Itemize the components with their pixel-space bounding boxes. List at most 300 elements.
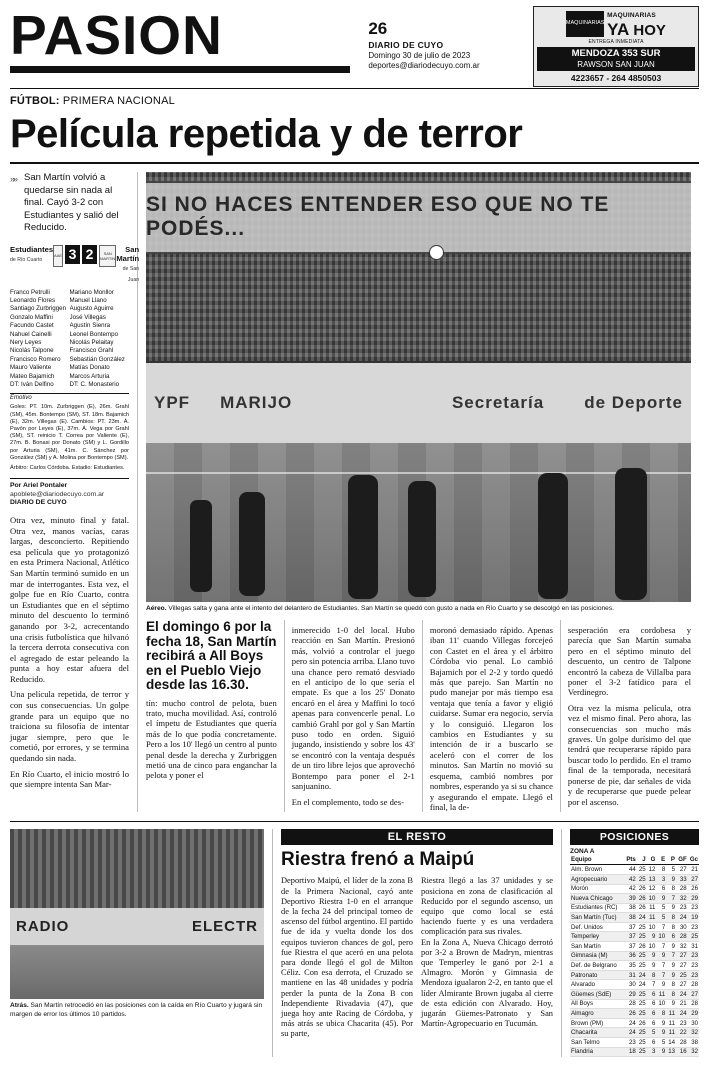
paragraph: Otra vez la misma película, otra vez el mismo final. Pero ahora, las consecuencias son mucho más graves. Un golpe durísimo del que tendrá que recuperarse rápido para buscar todo lo perdido. En el tramo final de la temporada, necesitará ponerse de pie, dar señales de vida y de recuperarse que puede pelear por el ascenso.: [567, 702, 691, 807]
col-gf: GF: [676, 855, 688, 865]
table-row: [570, 942, 699, 952]
cell: 5: [656, 913, 666, 923]
table-header-row: [570, 855, 699, 865]
list-item: Mauro Valiente: [10, 364, 52, 372]
list-item: Augusto Aguirre: [69, 305, 114, 313]
cell: 30: [688, 1018, 699, 1028]
cell: 12: [647, 865, 657, 875]
article-headline: Película repetida y de terror: [10, 112, 523, 156]
cell: 24: [637, 980, 647, 990]
cell: 26: [624, 1009, 637, 1019]
cell: 13: [647, 874, 657, 884]
table-row: [570, 951, 699, 961]
table-row: [570, 874, 699, 884]
table-row: [570, 903, 699, 913]
cell: 16: [676, 1047, 688, 1057]
list-item: Santiago Zurbriggen: [10, 305, 67, 313]
cell: 38: [624, 913, 637, 923]
cell-team: Morón: [570, 884, 624, 894]
photo-pitch: [146, 443, 691, 602]
byline-email[interactable]: apoblete@diariodecuyo.com.ar: [10, 490, 105, 498]
cell: 9: [656, 1028, 666, 1038]
cell: 28: [676, 884, 688, 894]
cell: 28: [676, 1038, 688, 1048]
photo-stadium-banner: SI NO HACES ENTENDER ESO QUE NO TE PODÉS...: [146, 181, 691, 254]
section-email: deportes@diariodecuyo.com.ar: [368, 61, 480, 70]
main-photo: [146, 172, 691, 602]
logo-underline: [10, 66, 350, 73]
cell: 24: [676, 990, 688, 1000]
cell: 21: [688, 865, 699, 875]
cell: 30: [676, 922, 688, 932]
cell: 22: [676, 1028, 688, 1038]
list-item: DT: C. Monasterio: [69, 380, 120, 388]
list-item: Mateo Bajamich: [10, 372, 55, 380]
cell: 29: [624, 990, 637, 1000]
list-item: Sebastián González: [69, 355, 125, 363]
cell: 9: [666, 961, 676, 971]
cell: 25: [637, 922, 647, 932]
cell: 38: [624, 903, 637, 913]
body-col-3: [284, 620, 415, 812]
cell: 10: [647, 894, 657, 904]
cell: 6: [647, 990, 657, 1000]
table-row: [570, 884, 699, 894]
cell: 5: [656, 1038, 666, 1048]
cell: 21: [676, 999, 688, 1009]
cell: 5: [666, 865, 676, 875]
left-column: [10, 172, 138, 812]
away-score: 2: [82, 245, 97, 264]
cell: 28: [688, 999, 699, 1009]
byline-divider: [10, 478, 129, 479]
list-item: Nahuel Cainelli: [10, 330, 52, 338]
cell: 8: [666, 980, 676, 990]
cell: 7: [647, 980, 657, 990]
cell-team: Def. de Belgrano: [570, 961, 624, 971]
cell-team: Patronato: [570, 970, 624, 980]
list-item: Leonardo Flores: [10, 296, 56, 304]
list-item: Francisco Grahl: [69, 347, 114, 355]
home-team-name: Estudiantes: [10, 244, 54, 254]
player-silhouette: [408, 481, 436, 597]
cell: 28: [688, 980, 699, 990]
table-row: [570, 913, 699, 923]
cell: 3: [656, 874, 666, 884]
el-resto-article: [272, 829, 562, 1057]
list-item: Agustín Sienra: [69, 322, 111, 330]
secondary-headline: Riestra frenó a Maipú: [281, 849, 475, 871]
list-item: Gonzalo Maffini: [10, 313, 53, 321]
caption-lead: Atrás.: [10, 1002, 29, 1010]
paragraph: tín: mucho control de pelota, buen trato, mucha movilidad. Así, controló el ímpetu de Estudiantes que quería más de lo que podía concretamente. Pero a los 10' llegó un centro al punto penal desde la derecha y Zurbriggen metió una de cinco para enganchar la pelota y poner el: [146, 697, 277, 781]
match-goals: Goles: PT. 10m. Zurbriggen (E), 26m. Grahl (SM), 45m. Bontempo (SM), ST. 18m. Bajamich (E), 32m. Villegas (E). Cambios: PT. 23m. Á. Pavón por Leyes (E), 37m. Á. Vega por Grahl (SM), ST. reinicio T. Correa por Valiente (E), 27m. B. Bonasi por Donato (SM) y L. Gordillo por Arturia (SM), 41m. C. Sánchez por González (SM) y A. Molina por Bontempo (SM).: [10, 404, 129, 461]
cell-team: Flandria: [570, 1047, 624, 1057]
cell: 11: [666, 1018, 676, 1028]
headline-divider: [10, 162, 699, 164]
cell-team: Güemes (SdE): [570, 990, 624, 1000]
away-team-name: San Martín: [116, 244, 140, 263]
cell: 6: [647, 1038, 657, 1048]
cell: 9: [647, 951, 657, 961]
main-photo-caption: [146, 605, 691, 612]
cell: 14: [666, 1038, 676, 1048]
cell: 5: [656, 903, 666, 913]
cell: 29: [688, 1009, 699, 1019]
cell: 9: [666, 970, 676, 980]
standings-body: [570, 865, 699, 1057]
cell: 26: [688, 884, 699, 894]
cell: 26: [637, 884, 647, 894]
cell: 30: [624, 980, 637, 990]
away-crest-icon: SAN MARTIN: [99, 245, 116, 267]
cell: 24: [676, 913, 688, 923]
photo-stand: [10, 829, 264, 907]
photo-column: [138, 172, 691, 812]
cell: 25: [637, 874, 647, 884]
cell: 11: [666, 1028, 676, 1038]
ad-address: MENDOZA 353 SUR: [537, 47, 695, 60]
secondary-photo: [10, 829, 264, 999]
cell: 18: [624, 1047, 637, 1057]
table-row: [570, 980, 699, 990]
player-silhouette: [615, 468, 647, 600]
cell: 9: [666, 999, 676, 1009]
cell: 8: [656, 865, 666, 875]
table-row: [570, 961, 699, 971]
cell: 7: [666, 951, 676, 961]
cell: 11: [647, 903, 657, 913]
cell: 5: [647, 1028, 657, 1038]
paper-name: DIARIO DE CUYO: [368, 40, 444, 50]
cell: 28: [676, 932, 688, 942]
paragraph: Riestra llegó a las 37 unidades y se posiciona en zona de clasificación al Reducido por el segundo ascenso, un equipo que como local se está haciendo fuerte y es una verdadera complicación para sus rivales.: [421, 876, 553, 937]
cell: 23: [676, 903, 688, 913]
cell-team: Nueva Chicago: [570, 894, 624, 904]
kicker-regular: PRIMERA NACIONAL: [59, 95, 175, 107]
list-item: Leonel Bontempo: [69, 330, 119, 338]
cell: 26: [637, 1018, 647, 1028]
player-silhouette: [348, 475, 378, 599]
ad-tagline: ENTREGA INMEDIATA: [588, 39, 644, 45]
home-lineup: [10, 289, 70, 390]
cell-team: Def. Unidos: [570, 922, 624, 932]
ad-brand-ya: YA: [607, 20, 630, 39]
cell: 31: [624, 970, 637, 980]
pullquote: El domingo 6 por la fecha 18, San Martín recibirá a All Boys en el Pueblo Viejo desde las 16.30.: [146, 619, 277, 692]
paragraph: Deportivo Maipú, el líder de la zona B de la Primera Nacional, cayó ante Deportivo Riestra 1-0 en el arranque de la fecha 24 del principal torneo de ascenso del fútbol argentino. El partido fue de ida y vuelta donde los dos equipos tuvieron chances de gol, pero fue Riestra el que aceró en una pelota para donde llegó el gol de Milton Céliz. Con esa derrota, el Cruzado se mantiene en las 48 unidades y podría perder la punta de la Zona B con Independiente Rivadavia (47), que juega hoy ante Racing de Córdoba, y más atrás se ubica Chacarita (45). Por su parte,: [281, 876, 413, 1039]
cell: 6: [647, 999, 657, 1009]
photo-grass: [10, 945, 264, 999]
ad-brand-small: MAQUINARIAS: [607, 12, 656, 19]
photo-ad-strip: [10, 908, 264, 945]
cell: 7: [666, 894, 676, 904]
cell: 8: [666, 922, 676, 932]
cell: 3: [647, 1047, 657, 1057]
table-row: [570, 1028, 699, 1038]
cell-team: All Boys: [570, 999, 624, 1009]
photo-wall-text: Secretaría: [451, 393, 545, 413]
cell: 23: [688, 951, 699, 961]
cell: 23: [688, 970, 699, 980]
cell: 9: [656, 980, 666, 990]
away-team: [116, 245, 139, 285]
cell: 9: [666, 903, 676, 913]
cell: 9: [656, 1018, 666, 1028]
table-row: [570, 1018, 699, 1028]
ad-address-2: RAWSON SAN JUAN: [537, 60, 695, 71]
article-body-columns: [146, 620, 691, 812]
main-content: [10, 172, 699, 812]
cell: 42: [624, 874, 637, 884]
cell: 6: [647, 1009, 657, 1019]
cell: 9: [647, 961, 657, 971]
match-officials: Árbitro: Carlos Córdoba. Estadio: Estudiantes.: [10, 465, 125, 471]
cell: 32: [676, 894, 688, 904]
masthead-divider: [10, 88, 699, 89]
list-item: Manuel Llano: [69, 296, 107, 304]
cell: 25: [637, 961, 647, 971]
cell: 29: [688, 894, 699, 904]
caption-lead: Aéreo.: [146, 605, 167, 612]
byline-org: DIARIO DE CUYO: [10, 499, 67, 507]
home-score: 3: [65, 245, 80, 264]
cell: 38: [688, 1038, 699, 1048]
cell-team: Estudiantes (RC): [570, 903, 624, 913]
table-row: [570, 1038, 699, 1048]
cell: 25: [637, 951, 647, 961]
cell: 32: [676, 942, 688, 952]
table-row: [570, 990, 699, 1000]
table-row: [570, 932, 699, 942]
cell: 35: [624, 961, 637, 971]
cell-team: San Martín: [570, 942, 624, 952]
cell: 8: [666, 913, 676, 923]
cell: 7: [656, 970, 666, 980]
away-lineup: [70, 289, 130, 390]
cell: 27: [676, 865, 688, 875]
cell-team: Alm. Brown: [570, 865, 624, 875]
cell: 8: [647, 970, 657, 980]
secondary-col-2: [421, 876, 553, 1039]
standings-zone: ZONA A: [570, 848, 595, 856]
photo-ad-radio: RADIO: [16, 917, 70, 935]
paragraph: moronó demasiado rápido. Apenas iban 11' cuando Villegas forcejeó con Castet en el área y el árbitro Córdoba vio penal. Lo cambió Bajamich por el 2-2 y tordo quedó más que parejo. San Martín no pudo manejar por más tiempo esa ventaja que tenía a favor y eligió cuidarse. Sumar era negocio, servía y lo consiguió. Llegaron los cambios en Estudiantes y su intención de ir a buscarlo se aceleró con el correr de los minutos. San Martín no movió su esquema, cambió nombres por nombres, esperando ya si su chance y asegurando el empate. Llegó el final, la de-: [429, 625, 553, 812]
col-e: E: [656, 855, 666, 865]
table-row: [570, 1009, 699, 1019]
masthead: [10, 6, 699, 84]
table-row: [570, 922, 699, 932]
player-silhouette: [190, 500, 212, 592]
scoreboard-header: [10, 244, 140, 285]
cell-team: San Martín (Tuc): [570, 913, 624, 923]
paragraph: En la Zona A, Nueva Chicago derrotó por 3-2 a Brown de Madryn, mientras que Temperley le ganó por 2-1 a Almagro. Morón y Gimnasia de Mendoza igualaron 2-2, en tanto que el líder Almirante Brown jugaba al cierre de esta edición con Alvarado. Hoy, jugarán Güemes-Patronato y San Martín-Agropecuario en Tucumán.: [421, 937, 553, 1029]
masthead-info: [360, 6, 533, 70]
cell: 24: [637, 970, 647, 980]
cell: 25: [637, 865, 647, 875]
cell: 27: [676, 951, 688, 961]
cell: 9: [656, 1047, 666, 1057]
table-row: [570, 865, 699, 875]
article-kicker: [10, 95, 699, 107]
cell: 7: [656, 942, 666, 952]
pitch-line: [146, 472, 691, 474]
cell: 25: [637, 999, 647, 1009]
cell: 32: [688, 1028, 699, 1038]
cell-team: Brown (PM): [570, 1018, 624, 1028]
cell: 44: [624, 865, 637, 875]
cell: 24: [637, 913, 647, 923]
cell: 42: [624, 884, 637, 894]
cell: 7: [656, 961, 666, 971]
cell-team: Alvarado: [570, 980, 624, 990]
bottom-section: [10, 821, 699, 1057]
cell: 37: [624, 942, 637, 952]
caption-text: Villegas salta y gana ante el intento del delantero de Estudiantes. San Martín se quedó con gusto a nada en Río Cuarto y se descolgó en las posiciones.: [166, 605, 614, 612]
paragraph: En el complemento, todo se des-: [291, 796, 404, 807]
cell: 24: [624, 1028, 637, 1038]
paragraph: sesperación era cordobesa y parecía que San Martín sumaba pero en el séptimo minuto del descuento, un centro de Talpone encontró la cabeza de Villalba para poner el 3-2 fatídico para el Verdinegro.: [567, 625, 691, 698]
cell-team: Temperley: [570, 932, 624, 942]
cell: 28: [624, 999, 637, 1009]
double-chevron-icon: »»: [10, 174, 17, 184]
home-team-sub: de Río Cuarto: [10, 256, 43, 263]
cell: 23: [688, 922, 699, 932]
paragraph: inmerecido 1-0 del local. Hubo reacción en San Martín. Presionó más, volvió a controlar el juego pero sin potencia arriba. Llano tuvo una chance pero remató desviado en el anticipo de lo que sería el empate. Es que a los 25' Donato encaró en el área y Maffini lo tocó apenas para convencerle penal. Lo cambió Grahl por gol y San Martín puso todo en orden. Siguió jugando, insistiendo y sobre los 43' se encontró con la ventaja después de un tiro libre lejos que aprovechó Bontempo para poner el 2-1 sanjuanino.: [291, 625, 415, 792]
photo-stadium-wall: [146, 361, 691, 443]
cell: 36: [624, 951, 637, 961]
cell: 24: [676, 1009, 688, 1019]
paragraph: En Río Cuarto, el inicio mostró lo que siempre intenta San Mar-: [10, 768, 129, 790]
cell: 10: [656, 999, 666, 1009]
cell: 25: [688, 932, 699, 942]
body-col-4: [422, 620, 553, 812]
cell: 31: [688, 942, 699, 952]
secondary-col-1: [281, 876, 413, 1039]
secondary-photo-caption: [10, 1002, 264, 1018]
match-tag: Emotivo: [10, 393, 129, 401]
cell: 8: [666, 884, 676, 894]
cell: 37: [624, 922, 637, 932]
cell: 10: [656, 932, 666, 942]
cell: 10: [647, 942, 657, 952]
cell: 26: [637, 894, 647, 904]
ad-logo-icon: MAQUINARIAS: [566, 11, 604, 37]
table-row: [570, 970, 699, 980]
section-label: EL RESTO: [281, 829, 553, 845]
cell: 11: [666, 1009, 676, 1019]
list-item: José Villegas: [69, 313, 106, 321]
cell-team: Almagro: [570, 1009, 624, 1019]
cell: 10: [647, 922, 657, 932]
cell: 6: [647, 1018, 657, 1028]
cell: 8: [666, 990, 676, 1000]
list-item: Mariano Monllor: [69, 288, 114, 296]
cell: 26: [637, 903, 647, 913]
lineups: [10, 289, 129, 390]
publication-logo: PASION: [10, 4, 223, 66]
byline-author: Por Ariel Pontaler: [10, 482, 68, 490]
cell: 9: [656, 894, 666, 904]
masthead-logo-block: [10, 6, 360, 73]
cell: 8: [656, 1009, 666, 1019]
standings-title: POSICIONES: [570, 829, 699, 845]
cell: 32: [688, 1047, 699, 1057]
list-item: Nery Leyes: [10, 338, 42, 346]
cell: 24: [624, 1018, 637, 1028]
col-gc: Gc: [688, 855, 699, 865]
player-silhouette: [538, 473, 568, 599]
list-item: Nicolás Pelaitay: [69, 338, 114, 346]
cell: 13: [666, 1047, 676, 1057]
list-item: Facundo Castet: [10, 322, 54, 330]
cell: 25: [637, 1047, 647, 1057]
cell: 26: [637, 942, 647, 952]
cell: 27: [676, 980, 688, 990]
cell: 11: [647, 913, 657, 923]
col-pts: Pts: [624, 855, 637, 865]
photo-ad-ypf: YPF: [154, 393, 191, 413]
cell: 25: [637, 1038, 647, 1048]
cell: 23: [688, 961, 699, 971]
cell: 27: [688, 874, 699, 884]
cell: 25: [637, 1028, 647, 1038]
photo-ad-electr: ELECTR: [192, 917, 258, 935]
away-team-sub: de San Juan: [122, 265, 140, 283]
cell: 9: [666, 942, 676, 952]
cell: 6: [666, 932, 676, 942]
col-g: G: [647, 855, 657, 865]
cell: 9: [656, 951, 666, 961]
body-col-2: [146, 620, 277, 812]
table-row: [570, 999, 699, 1009]
cell: 23: [624, 1038, 637, 1048]
col-j: J: [637, 855, 647, 865]
scoreboard: [10, 244, 140, 473]
advertisement-maquinarias[interactable]: [533, 6, 699, 87]
paragraph: Una película repetida, de terror y con sus consecuencias. Un golpe grande para un equipo que no traiciona su filosofía de intentar jugar siempre, pero que le cometió, por errores, y se termina quedando sin nada.: [10, 689, 129, 764]
table-row: [570, 894, 699, 904]
ad-brand-hoy: HOY: [633, 22, 666, 39]
kicker-bold: FÚTBOL:: [10, 95, 60, 107]
article-body-col1: [10, 515, 129, 790]
list-item: DT: Iván Delfino: [10, 380, 54, 388]
cell: 23: [688, 903, 699, 913]
ad-brand: [607, 9, 666, 38]
photo-wall-text-2: de Deporte: [584, 393, 683, 413]
body-col-5: [560, 620, 691, 812]
home-crest-icon: AAE: [53, 245, 63, 267]
lead-text: San Martín volvió a quedarse sin nada al final. Cayó 3-2 con Estudiantes y salió del Reducido.: [24, 172, 119, 233]
secondary-body: [281, 876, 553, 1039]
score-numbers: [65, 245, 97, 285]
photo-ad-marijo: MARIJO: [220, 393, 293, 413]
cell: 7: [656, 922, 666, 932]
cell: 25: [637, 990, 647, 1000]
cell: 9: [647, 932, 657, 942]
cell: 9: [666, 874, 676, 884]
issue-date: Domingo 30 de julio de 2023: [368, 51, 471, 60]
cell-team: Gimnasia (M): [570, 951, 624, 961]
list-item: Nicolás Talpone: [10, 347, 54, 355]
cell: 25: [637, 932, 647, 942]
cell: 33: [676, 874, 688, 884]
list-item: Marcos Arturia: [69, 372, 110, 380]
cell-team: Agropecuario: [570, 874, 624, 884]
cell-team: Chacarita: [570, 1028, 624, 1038]
cell-team: San Telmo: [570, 1038, 624, 1048]
cell: 27: [676, 961, 688, 971]
